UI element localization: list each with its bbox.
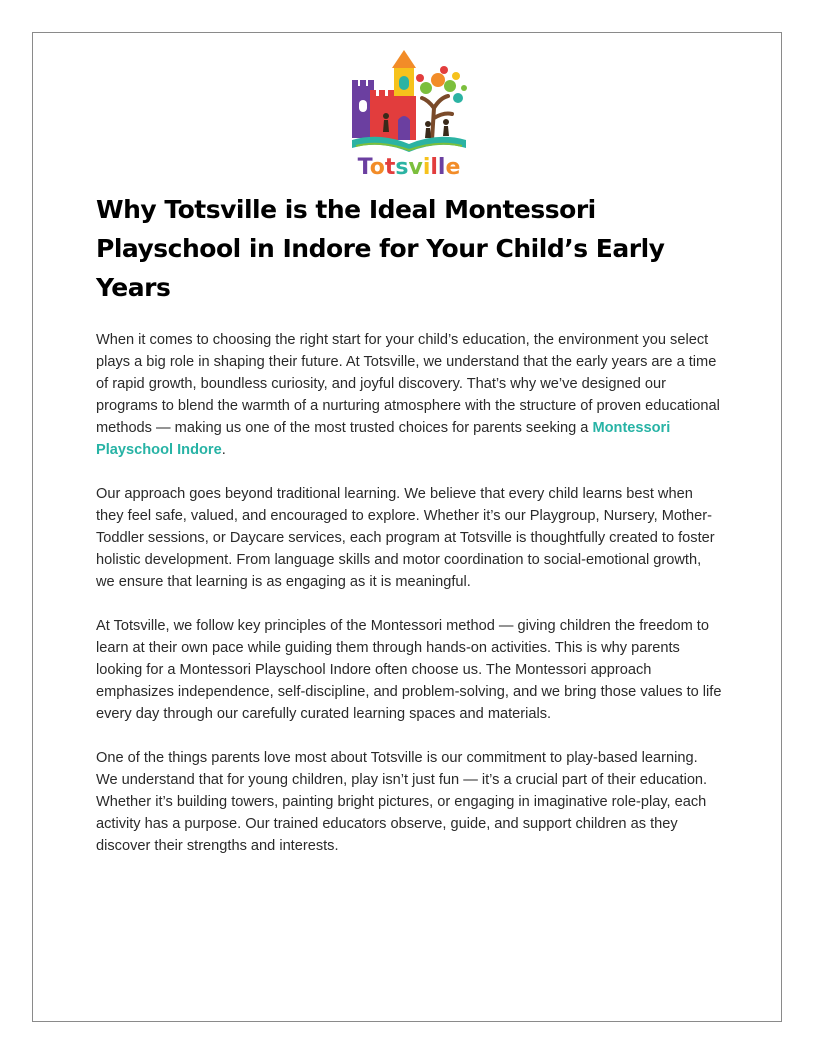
logo-orange-roof [392,50,416,68]
paragraph-montessori: At Totsville, we follow key principles of the Montessori method — giving children the freedom to learn at their own pace while guiding them through hands-on activities. This is why parents looking for a Montessori Playschool Indore often choose us. The Montessori approach emphasizes independence, self-discipline, and problem-solving, and we bring those values to life every day through our carefully curated learning spaces and materials. [96,618,722,722]
logo-red-tower [370,96,394,140]
paragraph-intro-text: When it comes to choosing the right start for your child’s education, the environment you select plays a big role in shaping their future. At Totsville, we understand that the early years are a time of rapid growth, boundless curiosity, and joyful discovery. That’s why we’ve designed our programs to blend the warmth of a nurturing atmosphere with the structure of proven educational methods — making us one of the most trusted choices for parents seeking a [96,332,720,436]
paragraph-approach: Our approach goes beyond traditional learning. We believe that every child learns best when they feel safe, valued, and encouraged to explore. Whether it’s our Playgroup, Nursery, Mother-Toddler sessions, or Daycare services, each program at Totsville is thoughtfully created to foster holistic development. From language skills and motor coordination to social-emotional growth, we ensure that learning is as engaging as it is meaningful. [96,486,715,590]
paragraph-play-based: One of the things parents love most about Totsville is our commitment to play-based learning. We understand that for young children, play isn’t just fun — it’s a crucial part of their education. Whether it’s building towers, painting bright pictures, or engaging in imaginative role-play, each activity has a purpose. Our trained educators observe, guide, and support children as they discover their strengths and interests. [96,750,708,854]
paragraph-intro [96,329,722,461]
montessori-playschool-link[interactable]: Montessori Playschool Indore [96,420,671,458]
paragraph-intro-end: . [221,442,226,458]
totsville-logo [348,48,470,180]
article-title: Why Totsville is the Ideal Montessori Playschool in Indore for Your Child’s Early Years [96,195,665,302]
logo-wordmark: Totsville [357,155,461,180]
article-body [96,190,722,879]
